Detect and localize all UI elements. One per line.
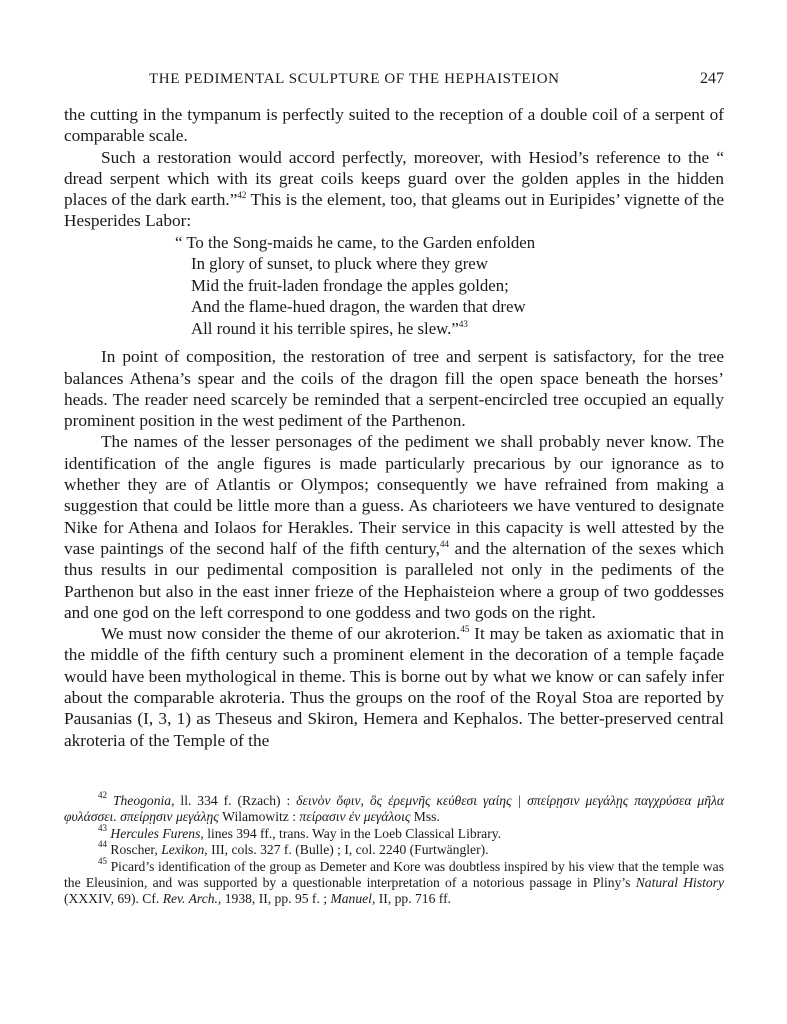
paragraph-2: Such a restoration would accord perfectly, moreover, with Hesiod’s reference to the “ dread serpent which with its great coils keeps guard over the golden apples in the hidden places of the dark earth.”$^{42}$ This is the element, too, that gleams out in Euripides’ vignette of the Hesperides Labor: [64, 147, 724, 231]
footnote-45: $^{45}$ Picard’s identification of the group as Demeter and Kore was doubtless inspired by his view that the temple was the Eleusinion, and was supported by a questionable interpretation of a notorious passage in Pliny’s Natural History (XXXIV, 69). Cf. Rev. Arch., 1938, II, pp. 95 f. ; Manuel, II, pp. 716 ff. [64, 855, 725, 907]
footnote-44: $^{44}$ Roscher, Lexikon, III, cols. 327 f. (Bulle) ; I, col. 2240 (Furtwängler). [98, 839, 489, 858]
paragraph-5: We must now consider the theme of our akroterion.$^{45}$ It may be taken as axiomatic that in the middle of the fifth century such a prominent element in the decoration of a temple façade would have been mythological in theme. This is borne out by what we know or can safely infer about the comparable akroteria. Thus the groups on the roof of the Royal Stoa are reported by Pausanias (I, 3, 1) as Theseus and Skiron, Hemera and Kephalos. The better-preserved central akroteria of the Temple of the [64, 624, 724, 750]
verse-quotation [175, 232, 724, 340]
footnote-43: $^{43}$ Hercules Furens, lines 394 ff., trans. Way in the Loeb Classical Library. [98, 822, 502, 841]
verse-line: In glory of sunset, to pluck where they grew [191, 254, 488, 274]
footnote-ref-45[interactable]: 45 [460, 624, 470, 635]
paragraph-4: The names of the lesser personages of the pediment we shall probably never know. The identification of the angle figures is made particularly precarious by our ignorance as to whether they are of Atlantis or Olympos; consequently we have refrained from making a suggestion that could be little more than a guess. As charioteers we have ventured to designate Nike for Athena and Iolaos for Herakles. Their service in this capacity is well attested by the vase paintings of the second half of the fifth century,$^{44}$ and the alternation of the sexes which thus results in our pedimental composition is paralleled not only in the pediments of the Parthenon but also in the east inner frieze of the Hephaisteion where a group of two goddesses and one god on the left correspond to one goddess and two gods on the right. [64, 432, 724, 622]
main-text [64, 104, 724, 751]
footnote-number: 42 [98, 790, 107, 800]
footnote-42: $^{42}$ Theogonia, ll. 334 f. (Rzach) : δεινὸν ὄφιν, ὃς ἐρεμνῆς κεύθεσι γαίης | σπείρῃσιν μεγάλῃς παγχρύσεα μῆλα φυλάσσει. σπείρῃσιν μεγάλῃς Wilamowitz : πείρασιν ἐν μεγάλοις Mss. [64, 790, 724, 825]
page-number: 247 [700, 70, 724, 87]
running-title: THE PEDIMENTAL SCULPTURE OF THE HEPHAISTEION [149, 71, 560, 87]
footnote-ref-43[interactable]: 43 [458, 318, 468, 329]
footnote-number: 45 [98, 855, 107, 866]
verse-line: And the flame-hued dragon, the warden that drew [191, 297, 526, 317]
footnote-number: 44 [98, 839, 107, 850]
running-header [64, 71, 724, 93]
footnote-ref-42[interactable]: 42 [237, 190, 247, 201]
verse-line: Mid the fruit-laden frondage the apples golden; [191, 275, 509, 295]
paragraph-1: the cutting in the tympanum is perfectly suited to the reception of a double coil of a serpent of comparable scale. [64, 105, 724, 146]
footnote-number: 43 [98, 822, 107, 833]
verse-line: All round it his terrible spires, he slew.”$^{43}$ [191, 318, 468, 338]
footnote-ref-44[interactable]: 44 [439, 538, 449, 549]
paragraph-3: In point of composition, the restoration of tree and serpent is satisfactory, for the tree balances Athena’s spear and the coils of the dragon fill the open space beneath the horses’ heads. The reader need scarcely be reminded that a serpent-encircled tree occupied an equally prominent position in the west pediment of the Parthenon. [64, 347, 724, 431]
footnotes [64, 790, 725, 908]
verse-line: “ To the Song-maids he came, to the Garden enfolden [175, 232, 536, 252]
